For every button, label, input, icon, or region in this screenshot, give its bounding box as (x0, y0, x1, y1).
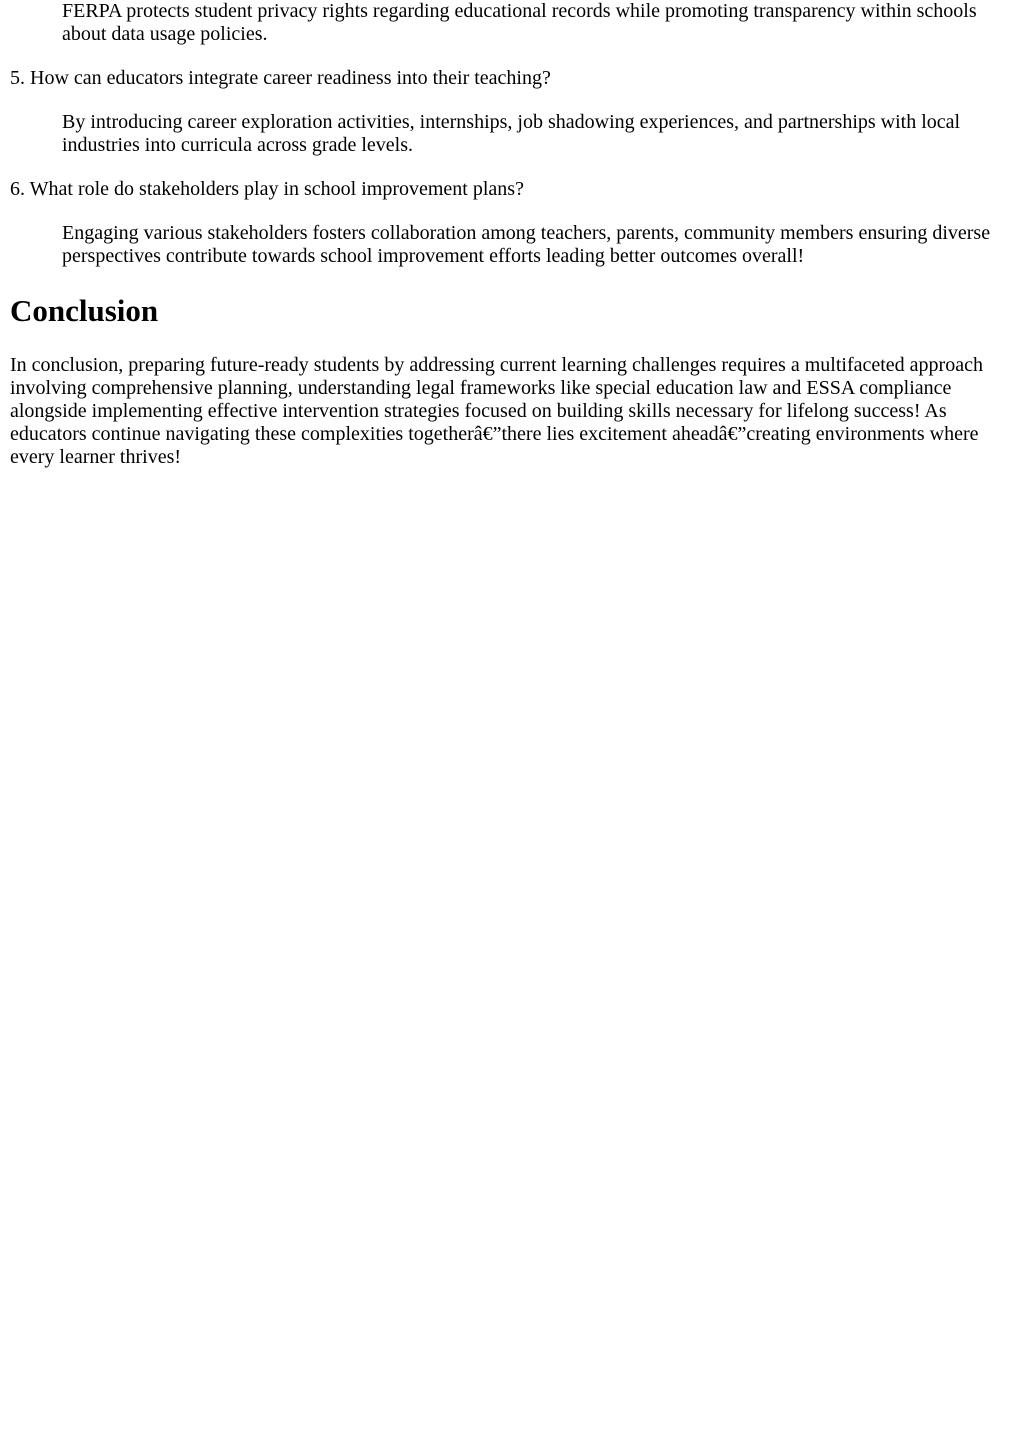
faq-answer-4: FERPA protects student privacy rights regarding educational records while promoting transparency within schools about data usage policies. (62, 0, 977, 45)
faq-question-5: 5. How can educators integrate career readiness into their teaching? (10, 67, 551, 89)
conclusion-heading: Conclusion (10, 293, 159, 328)
faq-answer-5: By introducing career exploration activities, internships, job shadowing experiences, and partnerships with local industries into curricula across grade levels. (62, 111, 961, 156)
conclusion-paragraph: In conclusion, preparing future-ready students by addressing current learning challenges requires a multifaceted approach involving comprehensive planning, understanding legal frameworks like special education law and ESSA compliance alongside implementing effective intervention strategies focused on building skills necessary for lifelong success! As educators continue navigating these complexities togetherâ€”there lies excitement aheadâ€”creating environments where every learner thrives! (10, 354, 983, 468)
faq-question-6: 6. What role do stakeholders play in school improvement plans? (10, 178, 524, 200)
faq-answer-6: Engaging various stakeholders fosters collaboration among teachers, parents, community members ensuring diverse perspectives contribute towards school improvement efforts leading better outcomes overall! (62, 222, 991, 267)
